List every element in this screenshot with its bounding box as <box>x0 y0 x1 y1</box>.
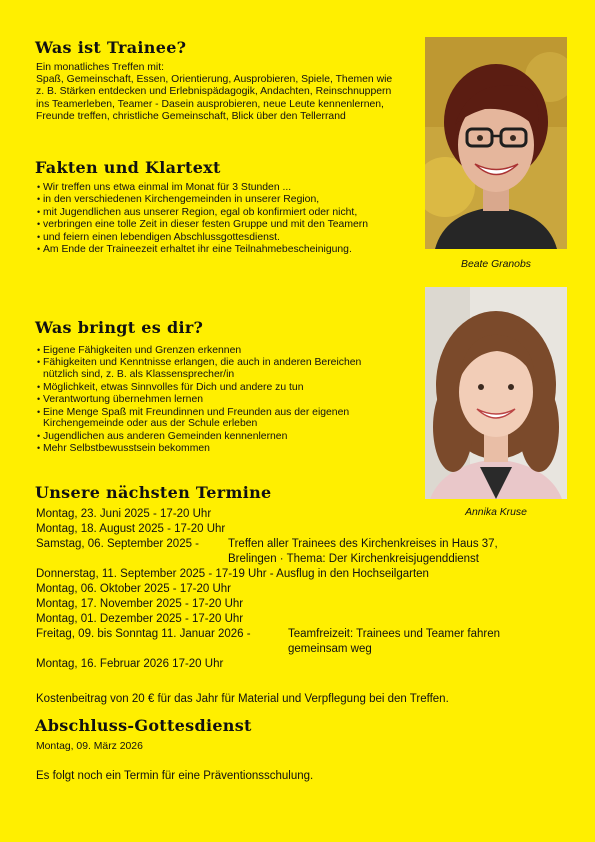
list-item: • Verantwortung übernehmen lernen <box>34 394 379 406</box>
abschluss-date: Montag, 09. März 2026 <box>36 741 143 752</box>
termin-date: Montag, 18. August 2025 - 17-20 Uhr <box>36 523 226 535</box>
bringt-list <box>34 345 379 456</box>
termin-date: Donnerstag, 11. September 2025 - 17-19 Uhr - Ausflug in den Hochseilgarten <box>36 568 429 580</box>
termin-row <box>36 627 546 657</box>
termin-row <box>36 612 546 627</box>
photo-beate <box>425 37 567 249</box>
list-item: • mit Jugendlichen aus unserer Region, egal ob konfirmiert oder nicht, <box>34 207 394 219</box>
termin-date: Freitag, 09. bis Sonntag 11. Januar 2026 - <box>36 628 251 640</box>
section-title-abschluss: Abschluss-Gottesdienst <box>35 716 252 735</box>
section-text-trainee: Ein monatliches Treffen mit: Spaß, Gemeinschaft, Essen, Orientierung, Ausprobieren, Spiele, Themen wie z. B. Stärken entdecken und Erlebnispädagogik, Andachten, Reinschnuppern ins Teamerleben, Teamer - Dasein ausprobieren, neue Leute kennenlernen, Freunde treffen, christliche Gemeinschaft, Blick über den Tellerrand <box>36 62 393 122</box>
portrait-image <box>425 287 567 499</box>
list-item: • Am Ende der Traineezeit erhaltet ihr eine Teilnahmebescheinigung. <box>34 244 394 256</box>
termin-date: Montag, 01. Dezember 2025 - 17-20 Uhr <box>36 613 244 625</box>
list-item: • Jugendlichen aus anderen Gemeinden kennenlernen <box>34 431 379 443</box>
list-item: • und feiern einen lebendigen Abschlussgottesdienst. <box>34 232 394 244</box>
termin-date: Montag, 23. Juni 2025 - 17-20 Uhr <box>36 508 212 520</box>
list-item: • verbringen eine tolle Zeit in dieser festen Gruppe und mit den Teamern <box>34 219 394 231</box>
list-item: • Wir treffen uns etwa einmal im Monat für 3 Stunden ... <box>34 182 394 194</box>
fakten-list <box>34 182 394 256</box>
section-title-trainee: Was ist Trainee? <box>35 38 187 57</box>
termin-row <box>36 537 546 567</box>
section-title-fakten: Fakten und Klartext <box>35 158 221 177</box>
section-title-bringt: Was bringt es dir? <box>35 318 204 337</box>
termin-date: Montag, 17. November 2025 - 17-20 Uhr <box>36 598 244 610</box>
photo-annika <box>425 287 567 499</box>
termin-row <box>36 597 546 612</box>
caption-annika: Annika Kruse <box>465 507 527 518</box>
termine-list <box>36 507 546 672</box>
section-title-termine: Unsere nächsten Termine <box>35 483 272 502</box>
portrait-image <box>425 37 567 249</box>
termin-row <box>36 567 546 582</box>
list-item: • in den verschiedenen Kirchengemeinden in unserer Region, <box>34 194 394 206</box>
praevention-note: Es folgt noch ein Termin für eine Präventionsschulung. <box>36 770 314 782</box>
list-item: • Mehr Selbstbewusstsein bekommen <box>34 443 379 455</box>
list-item: • Eine Menge Spaß mit Freundinnen und Freunden aus der eigenen Kirchengemeinde oder aus der Schule erleben <box>34 407 379 431</box>
termin-date: Samstag, 06. September 2025 - <box>36 538 200 550</box>
caption-beate: Beate Granobs <box>461 259 531 270</box>
termin-row <box>36 522 546 537</box>
termin-date: Montag, 06. Oktober 2025 - 17-20 Uhr <box>36 583 231 595</box>
termin-row <box>36 657 546 672</box>
termin-description: Teamfreizeit: Trainees und Teamer fahren gemeinsam weg <box>288 628 501 655</box>
cost-note: Kostenbeitrag von 20 € für das Jahr für Material und Verpflegung bei den Treffen. <box>36 693 449 705</box>
termin-date: Montag, 16. Februar 2026 17-20 Uhr <box>36 658 224 670</box>
list-item: • Fähigkeiten und Kenntnisse erlangen, die auch in anderen Bereichen nützlich sind, z. B. als Klassensprecher/in <box>34 357 379 381</box>
list-item: • Eigene Fähigkeiten und Grenzen erkennen <box>34 345 379 357</box>
list-item: • Möglichkeit, etwas Sinnvolles für Dich und andere zu tun <box>34 382 379 394</box>
termin-description: Treffen aller Trainees des Kirchenkreises in Haus 37, Brelingen · Thema: Der Kirchenkreisjugenddienst <box>228 538 498 565</box>
termin-row <box>36 582 546 597</box>
